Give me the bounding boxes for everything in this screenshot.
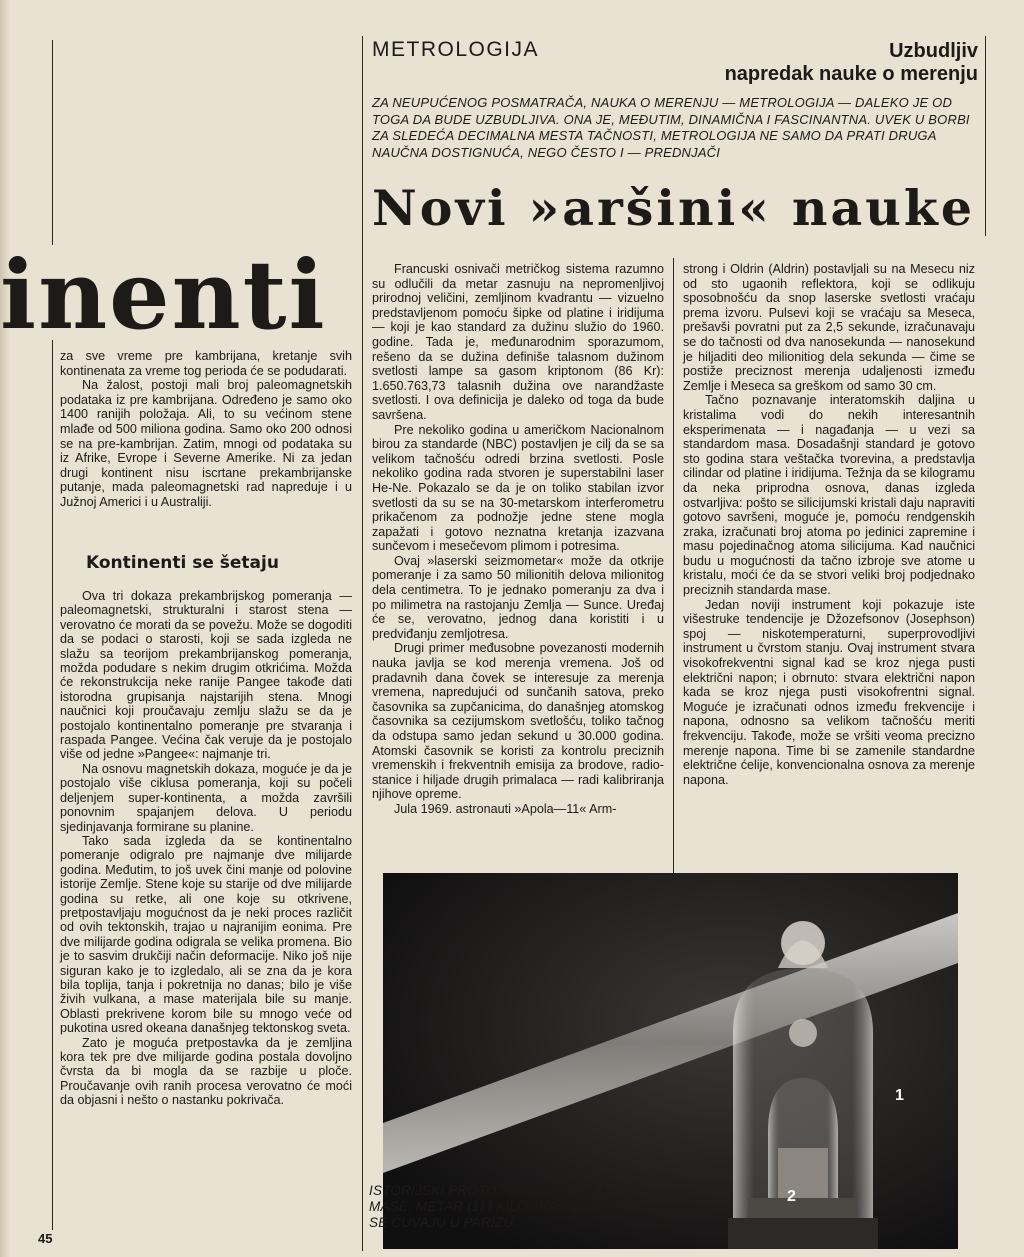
left-paragraph: za sve vreme pre kambrijana, kretanje svih kontinenata za vreme tog perioda će se podudarati. [60, 349, 352, 378]
right-paragraph: Ovaj »laserski seizmometar« može da otkrije pomeranje i za samo 50 milionitih delova milionitog dela centimetra. To je jednako pomeranju za dva i po milimetra na rastojanju Zemlja — Sunce. Uređaj će se, verovatno, jednog dana koristiti i u predviđanju zemljotresa. [372, 553, 664, 641]
left-subheading: Kontinenti se šetaju [86, 553, 279, 573]
left-paragraph: Ova tri dokaza prekambrijskog pomeranja — paleomagnetski, strukturalni i starost stena — verovatno će morati da se povežu. Može se dogoditi da se podaci o starosti, koji se sada izgleda ne slažu sa teorijom prekambrijanskog pomeranja, možda podudare s nekim drugim otkrićima. Možda će rekonstrukcija neke ranije Pangee takođe dati istorodna grupisanja najstarijih stena. Mnogi naučnici koji proučavaju zemlju slažu se da je postojalo kontinentalno pomeranje pre stvaranja i raspada Pangee. Većina čak veruje da je postojalo više od jedne »Pangee«: najmanje tri. [60, 589, 352, 762]
left-column-rule-lower [52, 340, 53, 1230]
page-edge-left [0, 0, 10, 1257]
left-article-body-1 [60, 349, 352, 510]
left-paragraph: Zato je moguća pretpostavka da je zemljina kora tek pre dve milijarde godina postala dovoljno čvrsta da bi mogla da se razbije u ploče. Proučavanje ovih ranih procesa verovatno će moći da objasni i nešto o nastanku pokrivača. [60, 1035, 352, 1108]
photo-caption: ISTORIJSKI PROTOTIPOVI DUŽINE I MASE: METAR (1) I KILOGRAM (2), KOJI SE ČUVAJU U PARIZU [369, 1183, 629, 1230]
page-number: 45 [38, 1231, 53, 1246]
left-column-rule [52, 40, 53, 245]
right-article-left-rule [362, 36, 363, 1251]
photo-label-meter: 1 [895, 1087, 904, 1104]
right-column-1 [372, 262, 664, 817]
right-paragraph: Jedan noviji instrument koji pokazuje iste višestruke tendencije je Džozefsonov (Josephson) spoj — niskotemperaturni, superprovodljivi instrument u čvrstom stanju. Ovaj instrument stvara visokofrekventni signal kad se kroz njega pusti električni napon; i obrnuto: stvara električni napon kada se kroz njega pusti visokofrentni signal. Moguće je izračunati odnos između frekvencije i napona, odnosno sa velikom tačnošću meriti frekvenciju. Takođe, može se vršiti veoma precizno merenje napona. Time bi se zamenile standardne električne ćelije, konvencionalna osnova za merenje napona. [683, 597, 975, 787]
section-label: METROLOGIJA [372, 38, 540, 61]
right-columns-divider [673, 258, 674, 878]
photo-label-kilogram: 2 [787, 1188, 796, 1205]
left-paragraph: Na osnovu magnetskih dokaza, moguće je da je postojalo više ciklusa pomeranja, koji su počeli deljenjem super-kontinenta, a možda završili ponovnim spajanjem delova. U periodu sjedinjavanja formirane su planine. [60, 761, 352, 834]
right-column-2 [683, 262, 975, 787]
left-headline-fragment: inenti [0, 246, 327, 346]
kicker-line-1: Uzbudljiv [889, 40, 978, 62]
right-article-right-rule [985, 36, 986, 236]
left-paragraph: Na žalost, postoji mali broj paleomagnetskih podataka iz pre kambrijana. Određeno je samo oko 1400 ranijih položaja. Ali, to su većinom stene mlađe od 500 miliona godina. Samo oko 200 odnosi se na pre-kambrijan. Zatim, mnogi od podataka su iz Afrike, Evrope i Severne Amerike. Ni za jedan drugi kontinent nisu iscrtane prekambrijanske putanje, mada paleomagnetski rad napreduje i u Južnoj Americi i u Australiji. [60, 378, 352, 509]
right-paragraph: Francuski osnivači metričkog sistema razumno su odlučili da metar zasnuju na nepromenljivoj prirodnoj veličini, zemljinom kvadrantu — vizuelno predstavljenom pomoću šipke od platine i iridijuma — koji je kao standard za dužinu služio do 1960. godine. Tada je, međunarodnim sporazumom, rešeno da se dužina definiše talasnom dužinom svetlosti lampe sa gasom kriptonom (86 Kr): 1.650.763,73 talasnih dužina ove narandžaste svetlosti. I ova definicija je daleko od toga da bude savršena. [372, 262, 664, 422]
right-paragraph: Jula 1969. astronauti »Apola—11« Arm- [394, 801, 617, 816]
right-paragraph: Drugi primer međusobne povezanosti modernih nauka javlja se kod merenja vremena. Još od pradavnih dana čovek se interesuje za merenja vremena, napredujući od sunčanih satova, preko časovnika sa zupčanicima, do današnjeg atomskog časovnika sa cezijumskom svetlošću, toliko tačnog da odstupa samo jedan sekund u 30.000 godina. Atomski časovnik se koristi za kontrolu preciznih vremenskih i frekventnih emisija za brodove, radio-stanice i hiljade drugih primalaca — radi kalibriranja njihove opreme. [372, 641, 664, 802]
left-paragraph: Tako sada izgleda da se kontinentalno pomeranje odigralo pre najmanje dve milijarde godina. Međutim, to još uvek čini manje od polovine istorije Zemlje. Stene koje su starije od dve milijarde godina su retke, ali one koje su otkrivene, pretpostavljaju mogućnost da je neki proces različit od ovih tektonskih, trajao u najranijim eonima. Pre dve milijarde godina odigrala se velika promena. Bio je to sasvim drukčiji način deformacije. Niko još nije siguran kako je to izgledalo, ali se zna da je kora bila toplija, tanja i pokretnija no danas; bilo je više živih vulkana, a mase materijala bile su manje. Oblasti prekrivene korom bile su mnogo veće od pukotina usred okeana današnjeg tektonskog sveta. [60, 833, 352, 1036]
article-lead: ZA NEUPUĆENOG POSMATRAČA, NAUKA O MERENJU — METROLOGIJA — DALEKO JE OD TOGA DA BUDE UZBUDLJIVA. ONA JE, MEĐUTIM, DINAMIČNA I FASCINANTNA. UVEK U BORBI ZA SLEDEĆA DECIMALNA MESTA TAČNOSTI, METROLOGIJA NE SAMO DA PRATI DRUGA NAUČNA DOSTIGNUĆA, NEGO ČESTO I — PREDNJAČI [372, 95, 970, 160]
right-paragraph: Tačno poznavanje interatomskih daljina u kristalima vodi do nekih interesantnih eksperimenata — i nagađanja — u vezi sa standardom masa. Dosadašnji standard je gotovo sto godina stara veštačka tvorevina, a predstavlja cilindar od platine i iridijuma. Težnja da se kilogramu da neka priprodna osnova, danas izgleda ostvarljiva: pošto se silicijumski kristali daju napraviti gotovo savršeni, moguće je, pomoću rendgenskih zraka, izračunati broj atoma po jedinici zapremine i masu pojedinačnog atoma silicijuma. Kad naučnici budu u mogućnosti da tačno izbroje sve atome u kristalu, moći će da se stvori veliki broj podjednako preciznih standarda mase. [683, 393, 975, 598]
article-title: Novi »aršini« nauke [372, 179, 976, 237]
right-paragraph: Pre nekoliko godina u američkom Nacionalnom birou za standarde (NBC) postavljen je cilj da se sa velikom tačnošću odredi brzina svetlosti. Posle nekoliko godina rada stvoren je superstabilni laser He-Ne. Pokazalo se da je on toliko stabilan izvor svetlosti da su se na 30-metarskom interferometru prikačenom za podnožje jedne stene mogla zapažati i gotovo neznatna kretanja izazvana sunčevom i mesečevom plimom i potresima. [372, 422, 664, 554]
kicker-line-2: napredak nauke o merenju [724, 63, 978, 85]
left-article-body-2 [60, 589, 352, 1108]
right-paragraph: strong i Oldrin (Aldrin) postavljali su na Mesecu niz od sto ugaonih reflektora, koji se odlikuju sposobnošću da snop laserske svetlosti vraćaju prema izvoru. Pulsevi koji se vraćaju sa Meseca, prešavši povratni put za 2,5 sekunde, izračunavaju se do tačnosti od dva nanosekunda — nanosekund je hiljaditi deo milionitiog dela sekunda — čime se postiže preciznost merenja udaljenosti između Zemlje i Meseca sa greškom od samo 30 cm. [683, 262, 975, 393]
